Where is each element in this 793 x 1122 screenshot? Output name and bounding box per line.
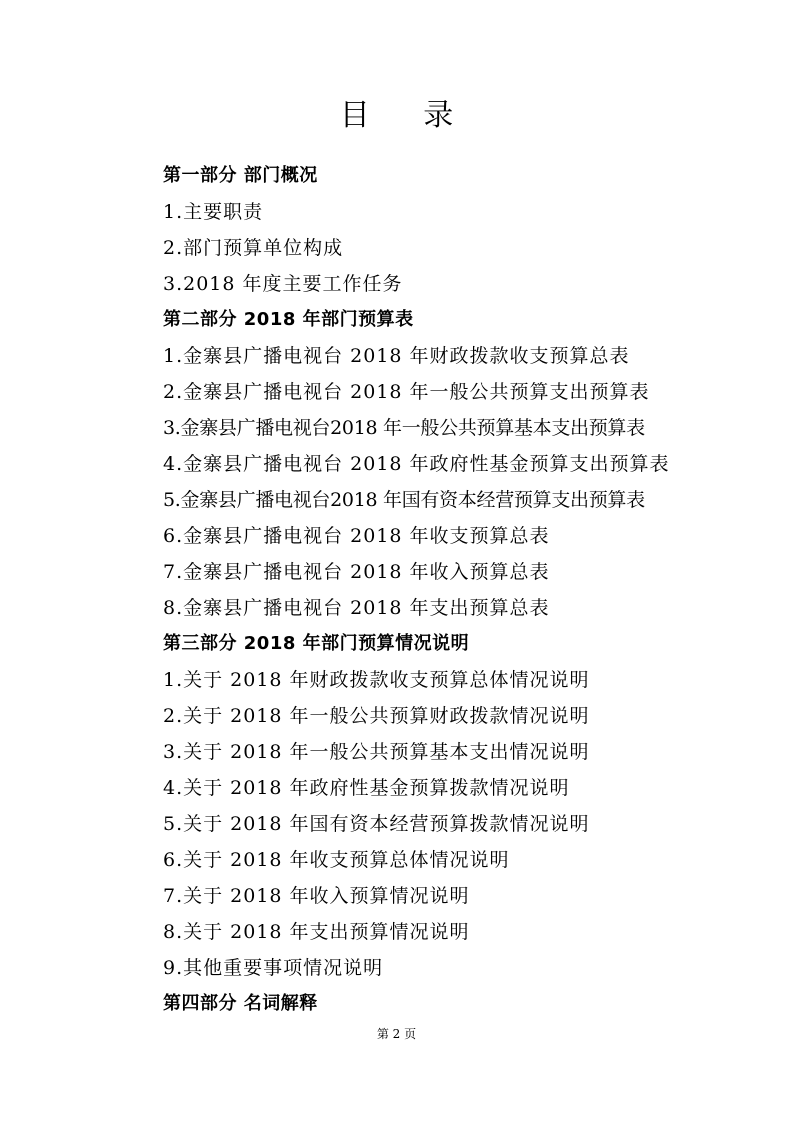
toc-section-heading[interactable]: 第二部分 2018 年部门预算表 xyxy=(163,309,414,330)
toc-item[interactable]: 4.金寨县广播电视台 2018 年政府性基金预算支出预算表 xyxy=(163,453,670,475)
toc-item[interactable]: 9.其他重要事项情况说明 xyxy=(163,957,384,979)
toc-item[interactable]: 7.关于 2018 年收入预算情况说明 xyxy=(163,885,470,907)
toc-item[interactable]: 1.关于 2018 年财政拨款收支预算总体情况说明 xyxy=(163,669,590,691)
toc-item[interactable]: 4.关于 2018 年政府性基金预算拨款情况说明 xyxy=(163,777,570,799)
toc-item[interactable]: 6.关于 2018 年收支预算总体情况说明 xyxy=(163,849,510,871)
toc-item[interactable]: 2.金寨县广播电视台 2018 年一般公共预算支出预算表 xyxy=(163,381,650,403)
toc-item[interactable]: 6.金寨县广播电视台 2018 年收支预算总表 xyxy=(163,525,550,547)
toc-item[interactable]: 1.金寨县广播电视台 2018 年财政拨款收支预算总表 xyxy=(163,345,630,367)
toc-item[interactable]: 8.关于 2018 年支出预算情况说明 xyxy=(163,921,470,943)
toc-item[interactable]: 3.金寨县广播电视台2018 年一般公共预算基本支出预算表 xyxy=(163,417,645,439)
toc-item[interactable]: 3.关于 2018 年一般公共预算基本支出情况说明 xyxy=(163,741,590,763)
toc-item[interactable]: 7.金寨县广播电视台 2018 年收入预算总表 xyxy=(163,561,550,583)
toc-item[interactable]: 8.金寨县广播电视台 2018 年支出预算总表 xyxy=(163,597,550,619)
toc-section-heading[interactable]: 第一部分 部门概况 xyxy=(163,165,318,186)
toc-item[interactable]: 3.2018 年度主要工作任务 xyxy=(163,273,403,295)
toc-item[interactable]: 1.主要职责 xyxy=(163,201,264,223)
toc-item[interactable]: 2.关于 2018 年一般公共预算财政拨款情况说明 xyxy=(163,705,590,727)
page-number: 第 2 页 xyxy=(376,1027,417,1041)
table-of-contents xyxy=(163,158,763,1022)
toc-section-heading[interactable]: 第四部分 名词解释 xyxy=(163,993,318,1014)
toc-item[interactable]: 5.关于 2018 年国有资本经营预算拨款情况说明 xyxy=(163,813,590,835)
toc-item[interactable]: 2.部门预算单位构成 xyxy=(163,237,344,259)
page-title: 目 录 xyxy=(339,98,476,133)
toc-section-heading[interactable]: 第三部分 2018 年部门预算情况说明 xyxy=(163,633,470,654)
toc-item[interactable]: 5.金寨县广播电视台2018 年国有资本经营预算支出预算表 xyxy=(163,489,645,511)
